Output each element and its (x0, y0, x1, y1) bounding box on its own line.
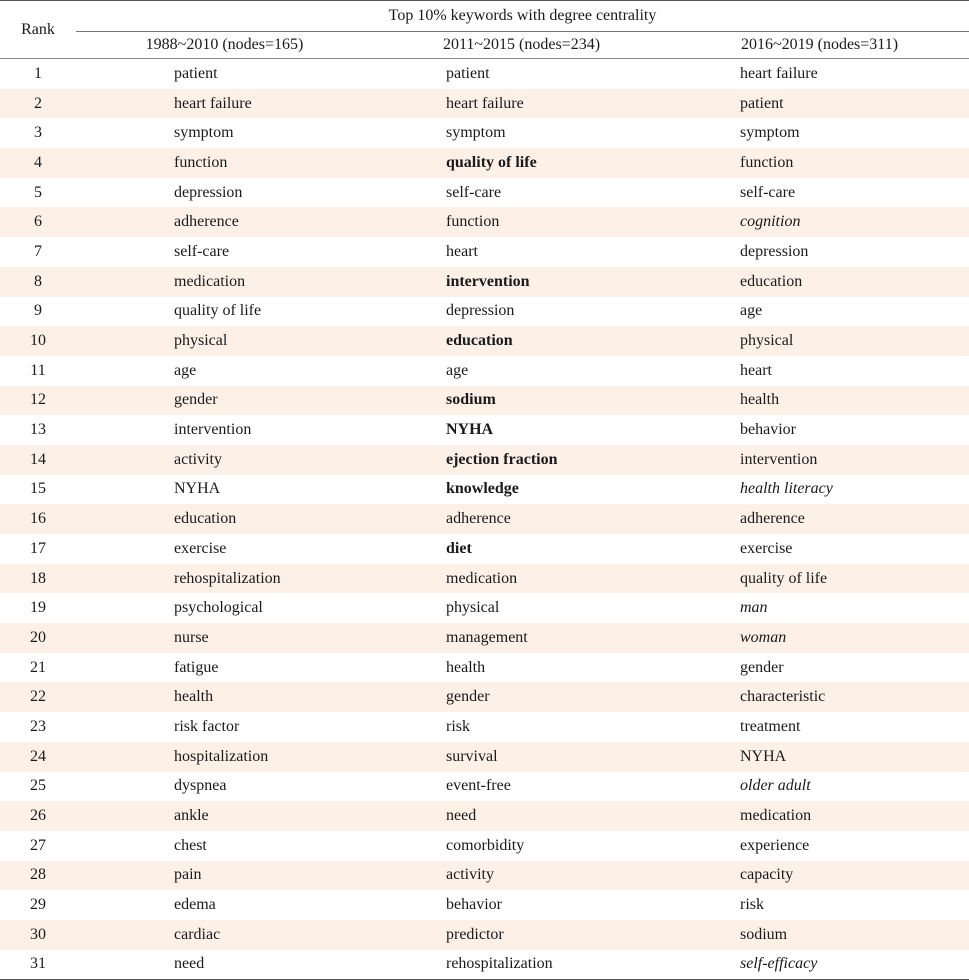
keyword-2011-2015: physical (446, 599, 500, 617)
keyword-1988-2010: physical (76, 326, 373, 356)
table-row (0, 415, 969, 445)
period-header-2: 2011~2015 (nodes=234) (373, 32, 670, 59)
rank-cell: 13 (30, 421, 46, 439)
period-header-1: 1988~2010 (nodes=165) (76, 32, 373, 59)
keyword-2011-2015: self-care (446, 183, 502, 201)
rank-cell: 24 (0, 742, 76, 772)
table-row (0, 653, 969, 683)
keyword-1988-2010: fatigue (174, 658, 219, 676)
keyword-2016-2019: symptom (740, 124, 800, 142)
rank-cell: 5 (34, 183, 42, 201)
keyword-2011-2015: need (373, 801, 670, 831)
keyword-2016-2019: characteristic (670, 682, 969, 712)
rank-cell: 14 (0, 445, 76, 475)
table-row (0, 564, 969, 594)
table-row (0, 89, 969, 119)
rank-cell: 28 (0, 861, 76, 891)
table-row (0, 742, 969, 772)
keyword-1988-2010: exercise (174, 539, 227, 557)
table-row (0, 386, 969, 416)
rank-cell: 26 (0, 801, 76, 831)
rank-cell: 9 (34, 302, 42, 320)
keyword-1988-2010: pain (76, 861, 373, 891)
keyword-2011-2015: symptom (446, 124, 506, 142)
keyword-2011-2015: age (446, 361, 469, 379)
keyword-2016-2019: education (670, 267, 969, 297)
table-row (0, 267, 969, 297)
keyword-1988-2010: rehospitalization (76, 564, 373, 594)
keyword-2016-2019: exercise (740, 539, 793, 557)
keyword-1988-2010: self-care (174, 242, 230, 260)
rank-cell: 30 (0, 920, 76, 950)
rank-cell: 21 (30, 658, 46, 676)
table-row (0, 801, 969, 831)
keyword-2011-2015: adherence (373, 504, 670, 534)
keyword-1988-2010: gender (76, 386, 373, 416)
rank-cell: 2 (0, 89, 76, 119)
keyword-2016-2019: self-efficacy (670, 950, 969, 980)
keyword-1988-2010: age (174, 361, 197, 379)
table-row (0, 445, 969, 475)
keyword-2016-2019: NYHA (670, 742, 969, 772)
table-row (0, 772, 969, 802)
rank-cell: 29 (30, 896, 46, 914)
keyword-1988-2010: patient (174, 64, 218, 82)
rank-cell: 6 (0, 207, 76, 237)
keyword-2011-2015: rehospitalization (373, 950, 670, 980)
table-row (0, 118, 969, 148)
keyword-2016-2019: intervention (670, 445, 969, 475)
rank-cell: 12 (0, 386, 76, 416)
keyword-1988-2010: ankle (76, 801, 373, 831)
rank-cell: 17 (30, 539, 46, 557)
table-row (0, 207, 969, 237)
table-row (0, 475, 969, 505)
table-row (0, 237, 969, 267)
keyword-1988-2010: activity (76, 445, 373, 475)
keyword-2016-2019: health (670, 386, 969, 416)
keyword-2016-2019: health literacy (740, 480, 833, 498)
table-row (0, 623, 969, 653)
rank-cell: 18 (0, 564, 76, 594)
keyword-2016-2019: treatment (740, 717, 801, 735)
keyword-2011-2015: education (373, 326, 670, 356)
keyword-1988-2010: depression (174, 183, 243, 201)
period-header-3: 2016~2019 (nodes=311) (670, 32, 969, 59)
keyword-1988-2010: heart failure (76, 89, 373, 119)
rank-cell: 11 (30, 361, 46, 379)
table-row (0, 59, 969, 89)
keyword-2011-2015: diet (446, 539, 472, 557)
rank-cell: 20 (0, 623, 76, 653)
table-row (0, 890, 969, 920)
keyword-1988-2010: chest (174, 836, 207, 854)
keyword-2016-2019: woman (670, 623, 969, 653)
keyword-1988-2010: risk factor (174, 717, 240, 735)
keyword-2016-2019: function (670, 148, 969, 178)
rank-cell: 23 (30, 717, 46, 735)
keyword-1988-2010: health (76, 682, 373, 712)
keyword-1988-2010: intervention (174, 421, 252, 439)
table-row (0, 356, 969, 386)
table-header (0, 1, 969, 59)
rank-cell: 1 (34, 64, 42, 82)
keyword-2016-2019: experience (740, 836, 810, 854)
keyword-2016-2019: physical (670, 326, 969, 356)
keyword-2011-2015: health (446, 658, 486, 676)
rank-cell: 10 (0, 326, 76, 356)
table-row (0, 593, 969, 623)
keyword-2011-2015: intervention (373, 267, 670, 297)
rank-cell: 4 (0, 148, 76, 178)
rank-cell: 31 (0, 950, 76, 980)
keyword-2016-2019: behavior (740, 421, 796, 439)
table-row (0, 178, 969, 208)
keyword-2011-2015: heart (446, 242, 478, 260)
table-row (0, 861, 969, 891)
rank-cell: 15 (30, 480, 46, 498)
keyword-2011-2015: NYHA (446, 421, 494, 439)
keyword-2011-2015: function (373, 207, 670, 237)
keyword-2016-2019: older adult (740, 777, 811, 795)
keyword-2011-2015: event-free (446, 777, 511, 795)
keyword-1988-2010: edema (174, 896, 216, 914)
rank-cell: 3 (34, 124, 42, 142)
keyword-2011-2015: gender (373, 682, 670, 712)
rank-cell: 16 (0, 504, 76, 534)
keyword-2016-2019: self-care (740, 183, 796, 201)
rank-cell: 25 (30, 777, 46, 795)
keyword-2016-2019: man (740, 599, 768, 617)
keyword-2016-2019: quality of life (670, 564, 969, 594)
keyword-2016-2019: risk (740, 896, 764, 914)
keyword-2011-2015: depression (446, 302, 515, 320)
keyword-1988-2010: adherence (76, 207, 373, 237)
keyword-2011-2015: comorbidity (446, 836, 525, 854)
keyword-2016-2019: adherence (670, 504, 969, 534)
rank-cell: 22 (0, 682, 76, 712)
keyword-1988-2010: quality of life (174, 302, 262, 320)
table-row (0, 950, 969, 980)
table-row (0, 682, 969, 712)
rank-cell: 19 (30, 599, 46, 617)
keyword-1988-2010: psychological (174, 599, 263, 617)
table-row (0, 297, 969, 327)
keyword-2011-2015: heart failure (373, 89, 670, 119)
keyword-2016-2019: heart failure (740, 64, 818, 82)
rank-cell: 8 (0, 267, 76, 297)
keyword-2011-2015: ejection fraction (373, 445, 670, 475)
keyword-2016-2019: sodium (670, 920, 969, 950)
keyword-2016-2019: medication (670, 801, 969, 831)
table-body (0, 59, 969, 980)
keyword-2016-2019: cognition (670, 207, 969, 237)
keyword-2011-2015: knowledge (446, 480, 519, 498)
keyword-2011-2015: medication (373, 564, 670, 594)
rank-header: Rank (0, 1, 76, 59)
keyword-2016-2019: age (740, 302, 763, 320)
keyword-2011-2015: quality of life (373, 148, 670, 178)
keyword-1988-2010: dyspnea (174, 777, 227, 795)
keyword-1988-2010: need (76, 950, 373, 980)
keyword-1988-2010: function (76, 148, 373, 178)
keyword-2016-2019: patient (670, 89, 969, 119)
table-row (0, 831, 969, 861)
keyword-1988-2010: symptom (174, 124, 234, 142)
table-row (0, 148, 969, 178)
table-row (0, 326, 969, 356)
keyword-1988-2010: NYHA (174, 480, 221, 498)
keyword-2011-2015: predictor (373, 920, 670, 950)
table-row (0, 504, 969, 534)
table-row (0, 712, 969, 742)
keyword-1988-2010: medication (76, 267, 373, 297)
keyword-2011-2015: survival (373, 742, 670, 772)
keyword-2011-2015: patient (446, 64, 490, 82)
keyword-2016-2019: heart (740, 361, 772, 379)
keyword-2016-2019: gender (740, 658, 784, 676)
keyword-2016-2019: depression (740, 242, 809, 260)
table-row (0, 920, 969, 950)
table-row (0, 534, 969, 564)
rank-cell: 7 (34, 242, 42, 260)
keyword-2011-2015: risk (446, 717, 470, 735)
keyword-2011-2015: activity (373, 861, 670, 891)
group-header: Top 10% keywords with degree centrality (76, 1, 969, 32)
keyword-2011-2015: management (373, 623, 670, 653)
keyword-2016-2019: capacity (670, 861, 969, 891)
keyword-1988-2010: nurse (76, 623, 373, 653)
rank-cell: 27 (30, 836, 46, 854)
keyword-2011-2015: sodium (373, 386, 670, 416)
keyword-1988-2010: cardiac (76, 920, 373, 950)
keyword-1988-2010: education (76, 504, 373, 534)
keyword-2011-2015: behavior (446, 896, 502, 914)
keyword-1988-2010: hospitalization (76, 742, 373, 772)
